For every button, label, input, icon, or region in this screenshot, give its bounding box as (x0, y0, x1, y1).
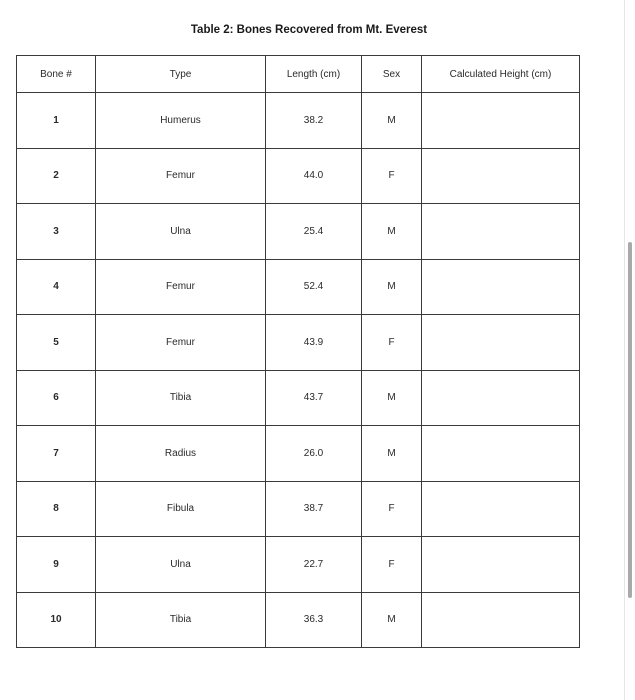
cell-type: Humerus (96, 93, 266, 149)
cell-calculated-height (422, 592, 580, 648)
cell-sex: M (362, 204, 422, 260)
cell-sex: F (362, 481, 422, 537)
table-row (17, 537, 580, 593)
cell-calculated-height (422, 315, 580, 371)
cell-calculated-height (422, 370, 580, 426)
cell-length: 25.4 (266, 204, 362, 260)
cell-bone-number: 5 (17, 315, 96, 371)
cell-sex: M (362, 93, 422, 149)
cell-bone-number: 8 (17, 481, 96, 537)
table-row (17, 370, 580, 426)
table-row (17, 204, 580, 260)
cell-bone-number: 1 (17, 93, 96, 149)
cell-type: Tibia (96, 592, 266, 648)
cell-sex: M (362, 370, 422, 426)
cell-calculated-height (422, 204, 580, 260)
table-row (17, 259, 580, 315)
table-row (17, 592, 580, 648)
cell-type: Radius (96, 426, 266, 482)
cell-sex: F (362, 537, 422, 593)
header-calculated-height: Calculated Height (cm) (422, 56, 580, 93)
cell-bone-number: 9 (17, 537, 96, 593)
cell-sex: M (362, 259, 422, 315)
cell-type: Ulna (96, 204, 266, 260)
table-row (17, 315, 580, 371)
cell-length: 36.3 (266, 592, 362, 648)
cell-calculated-height (422, 537, 580, 593)
vertical-scrollbar[interactable] (625, 0, 635, 700)
table-row (17, 93, 580, 149)
cell-sex: F (362, 315, 422, 371)
cell-bone-number: 10 (17, 592, 96, 648)
cell-length: 38.7 (266, 481, 362, 537)
cell-length: 38.2 (266, 93, 362, 149)
cell-bone-number: 3 (17, 204, 96, 260)
cell-type: Femur (96, 148, 266, 204)
table-row (17, 148, 580, 204)
table-row (17, 481, 580, 537)
cell-sex: F (362, 148, 422, 204)
cell-type: Fibula (96, 481, 266, 537)
cell-type: Femur (96, 259, 266, 315)
header-length: Length (cm) (266, 56, 362, 93)
cell-length: 43.9 (266, 315, 362, 371)
cell-bone-number: 2 (17, 148, 96, 204)
table-title: Table 2: Bones Recovered from Mt. Everest (190, 24, 428, 36)
cell-calculated-height (422, 426, 580, 482)
cell-calculated-height (422, 93, 580, 149)
cell-bone-number: 7 (17, 426, 96, 482)
cell-type: Tibia (96, 370, 266, 426)
cell-length: 44.0 (266, 148, 362, 204)
bones-table (16, 55, 580, 648)
cell-calculated-height (422, 481, 580, 537)
cell-length: 43.7 (266, 370, 362, 426)
cell-sex: M (362, 426, 422, 482)
cell-bone-number: 6 (17, 370, 96, 426)
header-bone-number: Bone # (17, 56, 96, 93)
cell-type: Femur (96, 315, 266, 371)
cell-length: 22.7 (266, 537, 362, 593)
cell-calculated-height (422, 259, 580, 315)
cell-bone-number: 4 (17, 259, 96, 315)
cell-length: 52.4 (266, 259, 362, 315)
table-row (17, 426, 580, 482)
cell-length: 26.0 (266, 426, 362, 482)
cell-type: Ulna (96, 537, 266, 593)
scrollbar-thumb[interactable] (628, 242, 632, 598)
cell-sex: M (362, 592, 422, 648)
header-type: Type (96, 56, 266, 93)
table-header-row (17, 56, 580, 93)
header-sex: Sex (362, 56, 422, 93)
cell-calculated-height (422, 148, 580, 204)
